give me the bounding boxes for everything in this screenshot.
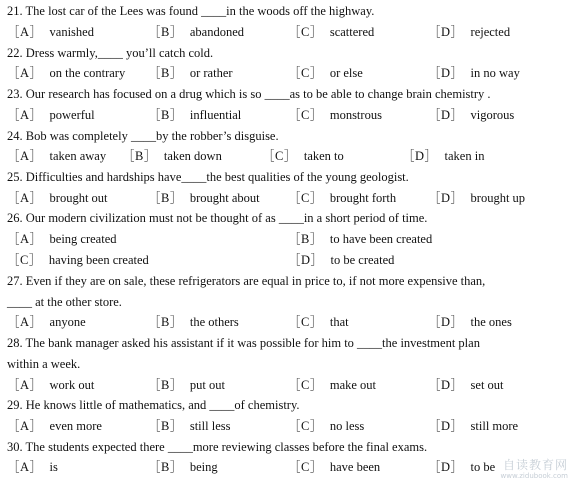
question-stem: 23. Our research has focused on a drug which is so ____as to be able to change brain chemistry . [7, 87, 491, 101]
site-watermark [501, 459, 569, 480]
option-label: ［B］ [148, 419, 183, 433]
watermark-url: www.zidubook.com [500, 472, 568, 480]
option-text: the ones [470, 315, 512, 329]
option-d [428, 459, 495, 475]
question-stem: 21. The lost car of the Lees was found ____in the woods off the highway. [7, 4, 375, 18]
option-label: ［B］ [148, 378, 183, 392]
question-stem: 26. Our modern civilization must not be thought of as ____in a short period of time. [7, 211, 428, 225]
option-text: being [189, 460, 218, 474]
option-a [7, 190, 108, 206]
option-text: have been [329, 460, 381, 474]
option-b [148, 418, 230, 434]
option-label: ［A］ [7, 149, 43, 163]
option-text: anyone [49, 315, 86, 329]
option-d [428, 418, 518, 434]
option-label: ［D］ [428, 378, 464, 392]
option-label: ［D］ [428, 460, 464, 474]
option-b [148, 459, 218, 475]
watermark-name: 自读教育网 [502, 458, 568, 472]
option-d [428, 314, 512, 330]
option-text: brought out [49, 191, 108, 205]
option-label: ［B］ [148, 191, 183, 205]
option-c [288, 314, 349, 330]
option-text: abandoned [189, 25, 244, 39]
option-label: ［B］ [148, 108, 183, 122]
option-label: ［D］ [288, 253, 324, 267]
option-text: being created [49, 232, 117, 246]
option-a [7, 107, 95, 123]
option-c [262, 148, 344, 164]
option-label: ［D］ [428, 315, 464, 329]
option-text: monstrous [329, 108, 382, 122]
question-stem: 22. Dress warmly,____ you’ll catch cold. [7, 46, 214, 60]
option-label: ［D］ [428, 66, 464, 80]
option-b [148, 107, 241, 123]
option-label: ［C］ [7, 253, 42, 267]
option-text: vanished [49, 25, 94, 39]
option-b [148, 190, 260, 206]
option-text: taken down [163, 149, 222, 163]
option-text: work out [49, 378, 95, 392]
option-label: ［D］ [428, 191, 464, 205]
option-b [122, 148, 222, 164]
question-stem: 27. Even if they are on sale, these refrigerators are equal in price to, if not more expensive than, [7, 274, 486, 288]
option-c [288, 24, 374, 40]
option-b [148, 65, 233, 81]
option-b [148, 314, 239, 330]
option-text: to be [470, 460, 496, 474]
option-label: ［C］ [288, 315, 323, 329]
option-text: still more [470, 419, 519, 433]
option-label: ［A］ [7, 419, 43, 433]
option-text: taken away [49, 149, 107, 163]
option-label: ［C］ [288, 378, 323, 392]
option-label: ［C］ [262, 149, 297, 163]
option-label: ［C］ [288, 108, 323, 122]
option-label: ［B］ [148, 25, 183, 39]
option-label: ［B］ [148, 460, 183, 474]
option-text: no less [329, 419, 365, 433]
option-text: vigorous [470, 108, 515, 122]
question-stem: 30. The students expected there ____more reviewing classes before the final exams. [7, 440, 428, 454]
option-text: to be created [330, 253, 395, 267]
option-a [7, 314, 86, 330]
option-text: or else [329, 66, 363, 80]
option-b [288, 231, 432, 247]
option-c [288, 418, 364, 434]
option-label: ［C］ [288, 66, 323, 80]
option-text: put out [189, 378, 225, 392]
option-d [402, 148, 484, 164]
option-d [288, 252, 394, 268]
question-stem-continued: within a week. [7, 357, 81, 371]
option-a [7, 377, 94, 393]
option-text: the others [189, 315, 239, 329]
option-text: scattered [329, 25, 375, 39]
option-label: ［D］ [428, 108, 464, 122]
option-text: on the contrary [49, 66, 126, 80]
option-text: still less [189, 419, 231, 433]
question-stem-continued: ____ at the other store. [7, 295, 122, 309]
option-label: ［C］ [288, 460, 323, 474]
option-label: ［C］ [288, 25, 323, 39]
option-label: ［C］ [288, 191, 323, 205]
question-stem: 24. Bob was completely ____by the robber’s disguise. [7, 129, 279, 143]
option-a [7, 24, 94, 40]
option-d [428, 107, 514, 123]
option-c [288, 107, 382, 123]
option-text: is [49, 460, 58, 474]
option-c [288, 377, 376, 393]
option-text: taken in [444, 149, 485, 163]
option-text: to have been created [329, 232, 433, 246]
option-text: set out [470, 378, 504, 392]
option-text: rejected [470, 25, 511, 39]
option-label: ［B］ [122, 149, 157, 163]
option-label: ［A］ [7, 378, 43, 392]
option-c [288, 190, 396, 206]
option-b [148, 24, 244, 40]
option-label: ［B］ [288, 232, 323, 246]
option-label: ［B］ [148, 315, 183, 329]
question-stem: 25. Difficulties and hardships have____the best qualities of the young geologist. [7, 170, 409, 184]
option-text: in no way [470, 66, 520, 80]
option-label: ［A］ [7, 66, 43, 80]
option-text: brought about [189, 191, 260, 205]
option-text: brought forth [329, 191, 397, 205]
option-label: ［B］ [148, 66, 183, 80]
question-stem: 29. He knows little of mathematics, and ____of chemistry. [7, 398, 300, 412]
option-d [428, 377, 504, 393]
option-c [288, 459, 380, 475]
option-label: ［A］ [7, 191, 43, 205]
option-b [148, 377, 225, 393]
option-a [7, 65, 125, 81]
option-label: ［D］ [428, 25, 464, 39]
option-text: influential [189, 108, 242, 122]
option-text: even more [49, 419, 102, 433]
option-a [7, 148, 106, 164]
option-label: ［A］ [7, 25, 43, 39]
option-text: powerful [49, 108, 95, 122]
option-d [428, 24, 510, 40]
option-label: ［C］ [288, 419, 323, 433]
question-stem: 28. The bank manager asked his assistant if it was possible for him to ____the investment plan [7, 336, 480, 350]
option-label: ［D］ [402, 149, 438, 163]
option-d [428, 190, 525, 206]
option-a [7, 231, 117, 247]
option-text: having been created [48, 253, 149, 267]
option-text: make out [329, 378, 377, 392]
option-label: ［A］ [7, 108, 43, 122]
option-label: ［A］ [7, 315, 43, 329]
option-label: ［A］ [7, 232, 43, 246]
option-text: or rather [189, 66, 233, 80]
option-a [7, 459, 58, 475]
option-text: brought up [470, 191, 526, 205]
option-a [7, 418, 102, 434]
option-label: ［A］ [7, 460, 43, 474]
option-label: ［D］ [428, 419, 464, 433]
option-c [7, 252, 149, 268]
option-text: that [329, 315, 349, 329]
option-d [428, 65, 520, 81]
option-text: taken to [303, 149, 344, 163]
option-c [288, 65, 363, 81]
